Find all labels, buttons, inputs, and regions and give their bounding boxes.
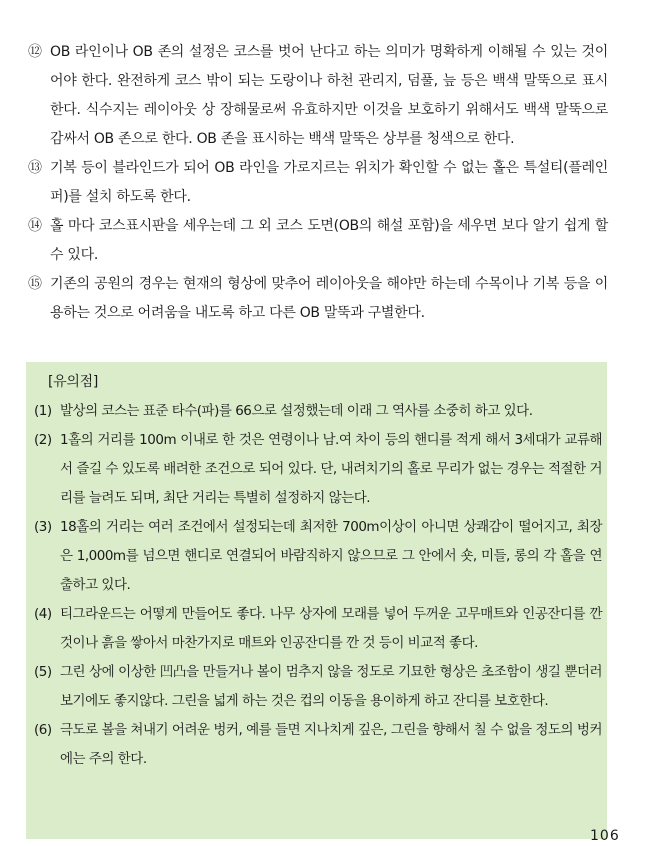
list-item (28, 154, 608, 212)
note-text: 그린 상에 이상한 凹凸을 만들거나 볼이 멈추지 않을 정도로 기묘한 형상은 초조함이 생길 뿐더러 보기에도 좋지않다. 그린을 넓게 하는 것은 컵의 이동을 용이하게 하고 잔디를 보호한다. (60, 664, 602, 709)
list-item (28, 38, 608, 154)
notes-list (34, 397, 602, 774)
note-item (34, 397, 602, 426)
note-text: 극도로 볼을 쳐내기 어려운 벙커, 예를 들면 지나치게 깊은, 그린을 향해서 칠 수 없을 정도의 벙커에는 주의 한다. (60, 722, 602, 767)
note-text: 18홀의 거리는 여러 조건에서 설정되는데 최저한 700m이상이 아니면 상쾌감이 떨어지고, 최장은 1,000m를 넘으면 핸디로 연결되어 바람직하지 않으므로 그 안에서 숏, 미들, 롱의 각 홀을 연출하고 있다. (60, 519, 602, 593)
note-text: 티그라운드는 어떻게 만들어도 좋다. 나무 상자에 모래를 넣어 두꺼운 고무매트와 인공잔디를 깐 것이나 흙을 쌓아서 마찬가지로 매트와 인공잔디를 깐 것 등이 비교적 좋다. (60, 606, 602, 651)
note-item (34, 716, 602, 774)
item-text: 기존의 공원의 경우는 현재의 형상에 맞추어 레이아웃을 해야만 하는데 수목이나 기복 등을 이용하는 것으로 어려움을 내도록 하고 다른 OB 말뚝과 구별한다. (50, 276, 608, 321)
page-number: 106 (590, 828, 620, 844)
note-number: (6) (34, 722, 52, 738)
item-number: ⑫ (28, 44, 42, 60)
item-text: 홀 마다 코스표시판을 세우는데 그 외 코스 도면(OB의 해설 포함)을 세우면 보다 알기 쉽게 할 수 있다. (50, 218, 608, 263)
item-text: OB 라인이나 OB 존의 설정은 코스를 벗어 난다고 하는 의미가 명확하게 이해될 수 있는 것이어야 한다. 완전하게 코스 밖이 되는 도랑이나 하천 관리지, 덤풀, 늪 등은 백색 말뚝으로 표시한다. 식수지는 레이아웃 상 장해물로써 유효하지만 이것을 보호하기 위해서도 백색 말뚝으로 감싸서 OB 존으로 한다. OB 존을 표시하는 백색 말뚝은 상부를 청색으로 한다. (50, 44, 608, 147)
note-text: 1홀의 거리를 100m 이내로 한 것은 연령이나 남.여 차이 등의 핸디를 적게 해서 3세대가 교류해서 즐길 수 있도록 배려한 조건으로 되어 있다. 단, 내려치기의 홀로 무리가 없는 경우는 적절한 거리를 늘려도 되며, 최단 거리는 특별히 설정하지 않는다. (60, 432, 602, 506)
item-number: ⑮ (28, 276, 42, 292)
note-text: 발상의 코스는 표준 타수(파)를 66으로 설정했는데 이래 그 역사를 소중히 하고 있다. (60, 403, 533, 419)
notes-title: [유의점] (48, 374, 98, 390)
item-number: ⑬ (28, 160, 42, 176)
numbered-items (28, 38, 608, 328)
note-item (34, 600, 602, 658)
note-number: (2) (34, 432, 52, 448)
note-number: (4) (34, 606, 52, 622)
note-item (34, 658, 602, 716)
note-number: (5) (34, 664, 52, 680)
notes-box (26, 362, 607, 839)
item-number: ⑭ (28, 218, 42, 234)
item-text: 기복 등이 블라인드가 되어 OB 라인을 가로지르는 위치가 확인할 수 없는 홀은 특설티(플레인 퍼)를 설치 하도록 한다. (50, 160, 608, 205)
note-number: (1) (34, 403, 52, 419)
note-item (34, 513, 602, 600)
list-item (28, 270, 608, 328)
note-number: (3) (34, 519, 52, 535)
list-item (28, 212, 608, 270)
note-item (34, 426, 602, 513)
